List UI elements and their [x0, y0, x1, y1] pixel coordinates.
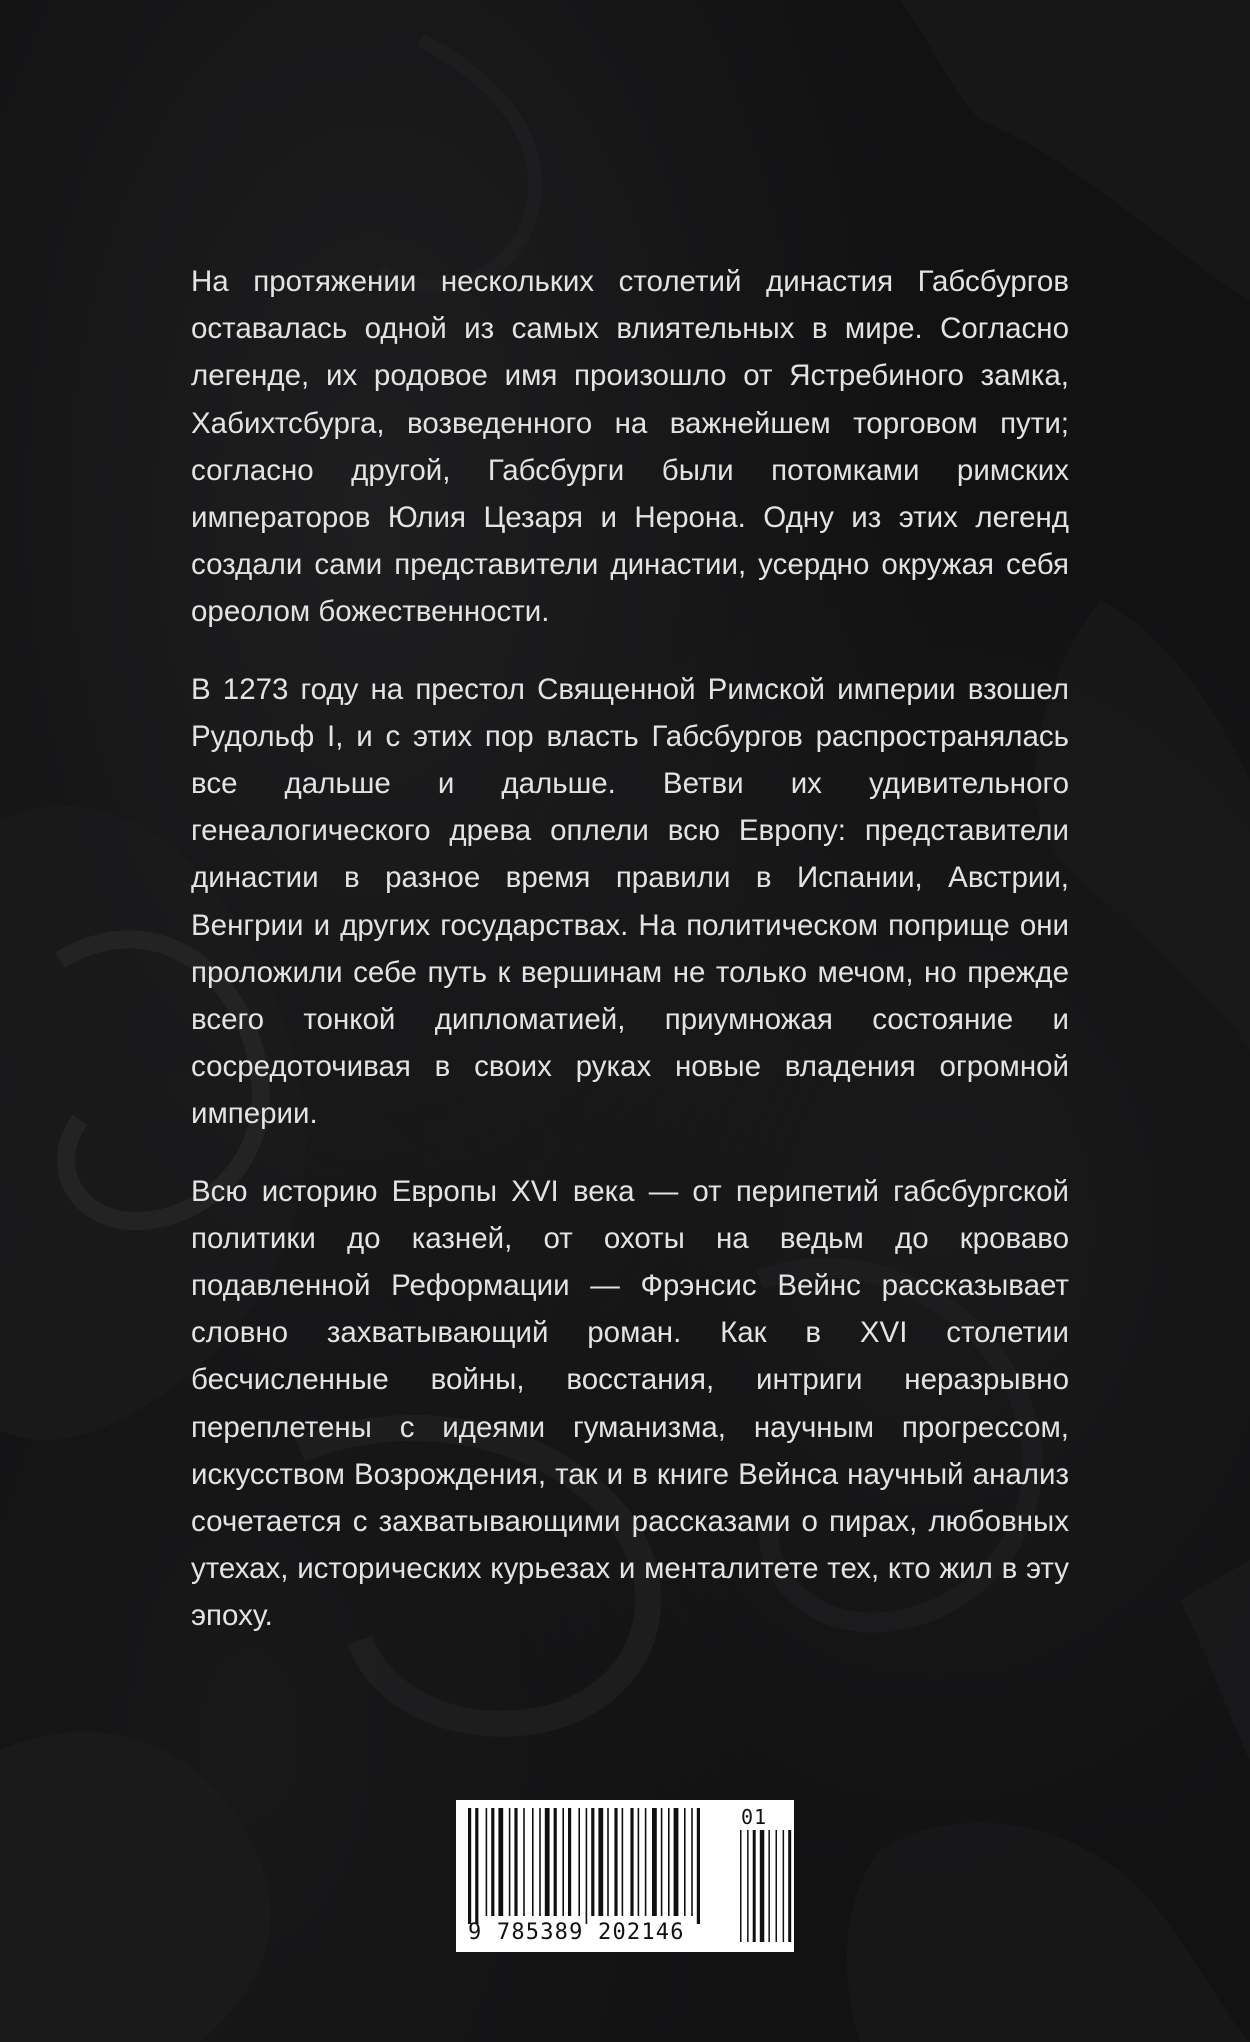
- barcode-bar: [562, 1808, 564, 1916]
- barcode-bar: [630, 1808, 633, 1916]
- paragraph-3: Всю историю Европы XVI века — от перипетий габсбургской политики до казней, от охоты на ведьм до кроваво подавленной Реформации — Фрэнсис Вейнс рассказывает словно захватывающий роман. Как в XVI столетии бесчисленные войны, восстания, интриги неразрывно переплетены с идеями гуманизма, научным прогрессом, искусством Возрождения, так и в книге Вейнса научный анализ сочетается с захватывающими рассказами о пирах, любовных утехах, исторических курьезах и менталитете тех, кто жил в эту эпоху.: [191, 1174, 1069, 1633]
- barcode-bar: [691, 1808, 693, 1916]
- barcode-addon-number: 01: [741, 1805, 768, 1829]
- barcode-bar: [645, 1808, 647, 1916]
- barcode-bar: [586, 1808, 588, 1924]
- barcode-bar: [607, 1808, 609, 1916]
- barcode-bar: [638, 1808, 640, 1916]
- barcode-bar: [498, 1808, 503, 1916]
- barcode-bar: [652, 1808, 657, 1916]
- barcode-addon-bar: [740, 1830, 742, 1942]
- paragraph-1: На протяжении нескольких столетий династия Габсбургов оставалась одной из самых влиятельных в мире. Согласно легенде, их родовое имя произошло от Ястребиного замка, Хабихтсбурга, возведенного на важнейшем торговом пути; согласно другой, Габсбурги были потомками римских императоров Юлия Цезаря и Нерона. Одну из этих легенд создали сами представители династии, усердно окружая себя ореолом божественности.: [191, 265, 1069, 629]
- barcode-bar: [509, 1808, 511, 1916]
- barcode-bar: [614, 1808, 617, 1916]
- barcode-bar: [598, 1808, 603, 1916]
- barcode-addon-bar: [788, 1830, 791, 1942]
- barcode-bar: [622, 1808, 624, 1916]
- paragraph-2: В 1273 году на престол Священной Римской империи взошел Рудольф I, и с этих пор власть Габсбургов распространялась все дальше и дальше. Ветви их удивительного генеалогического древа оплели всю Европу: представители династии в разное время правили в Испании, Австрии, Венгрии и других государствах. На политическом поприще они проложили себе путь к вершинам не только мечом, но прежде всего тонкой дипломатией, приумножая состояние и сосредоточивая в своих руках новые владения огромной империи.: [191, 672, 1069, 1131]
- barcode-bar: [514, 1808, 517, 1916]
- barcode-bar: [697, 1808, 700, 1924]
- barcode-bar: [539, 1808, 541, 1916]
- annotation-text: [191, 258, 1069, 1670]
- barcode-bar: [591, 1808, 594, 1916]
- barcode-bar: [468, 1808, 471, 1924]
- barcode-bar: [554, 1808, 557, 1916]
- barcode-bar: [684, 1808, 686, 1916]
- barcode-addon-bar: [768, 1830, 770, 1942]
- barcode-addon-bar: [776, 1830, 778, 1942]
- barcode-addon-bar: [760, 1830, 765, 1942]
- barcode-bar: [674, 1808, 679, 1916]
- barcode-bar: [475, 1808, 478, 1924]
- barcode-bar: [578, 1808, 580, 1916]
- barcode-bar: [545, 1808, 550, 1916]
- isbn-barcode: [456, 1800, 794, 1952]
- barcode-bar: [523, 1808, 525, 1916]
- barcode-bar: [668, 1808, 670, 1916]
- barcode-bar: [568, 1808, 571, 1916]
- barcode-addon-bar: [783, 1830, 785, 1942]
- isbn-number: 9 785389 202146: [468, 1920, 685, 1945]
- barcode-bar: [532, 1808, 534, 1916]
- barcode-addon-bar: [753, 1830, 756, 1942]
- barcode-bar: [486, 1808, 488, 1916]
- barcode-bar: [491, 1808, 494, 1916]
- barcode-addon-bar: [747, 1830, 749, 1942]
- barcode-bar: [661, 1808, 663, 1916]
